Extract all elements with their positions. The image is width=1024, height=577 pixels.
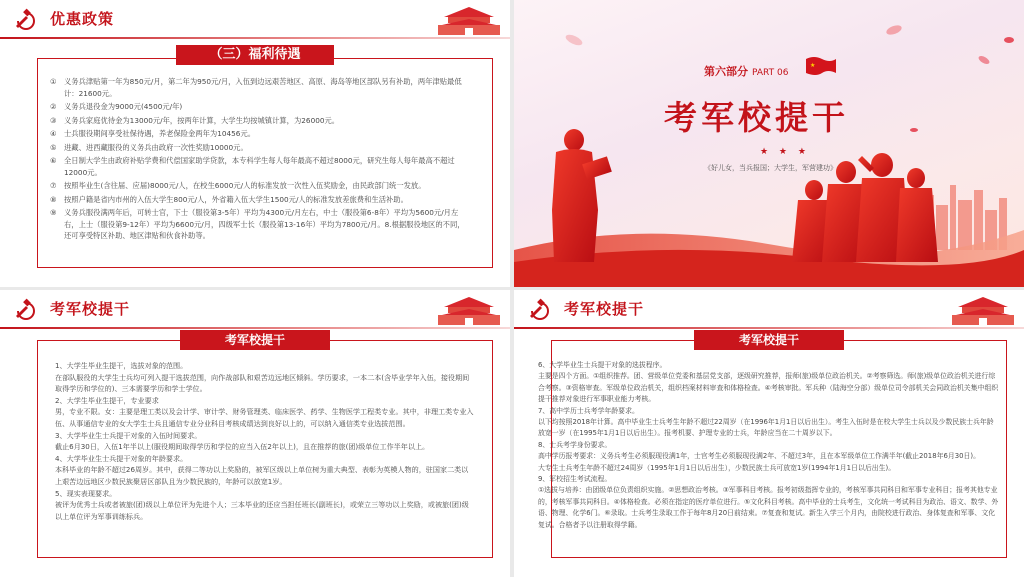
list-item: ④ 士兵服役期间享受社保待遇，养老保险金两年为10456元。 (50, 129, 256, 138)
body-text: 1、大学生毕业生提干，选拔对象的范围。 在部队服役的大学生士兵均可列入提干选拔范围，向作战部队和艰苦边远地区倾斜。学历要求，一本二本(含毕业学年入伍，接役期间取得学历和学位的)、三本需要学历和学士学位。 2、大学生毕业生提干，专业要求 男，专业不限。女：主要是理工类以及会计学、审计学、财务管理类、临床医学、药学、生物医学工程类专业。其中，非理工类专业入伍、从事通信专业的女大学生士兵且通信专业分业科目考核成绩达到良好以上的，可以纳入通信类专业选拔范围。 3、大学毕业生士兵提干对象的入伍时间要求。 截止6月30日，入伍1年半以上(服役期间取得学历和学位的应当入伍2年以上)，且在推荐的旅(团)级单位工作半年以上。 4、大学毕业生士兵提干对象的年龄要求。 本科毕业的年龄不超过26周岁。其中，获得二等功以上奖励的，被军区级以上单位树为重大典型、表彰为英模人物的，驻国家二类以上艰苦边远地区少数民族聚居区部队且为少数民族的，年龄可以放宽1岁。 5、现实表现要求。 被评为优秀士兵或者被旅(团)级以上单位评为先进个人；三本毕业的还应当担任班长(副班长)，或荣立三等功以上奖励，或被旅(团)级以上单位评为军事训练标兵。 (55, 361, 474, 521)
party-emblem-icon (526, 298, 550, 322)
page-title: 考军校提干 (564, 300, 645, 318)
tiananmen-icon (948, 293, 1018, 327)
list-item: ⑦ 按照毕业生(含往届、应届)8000元/人，在校生6000元/人的标准发放一次性入伍奖励金，由民政部门统一发放。 (50, 181, 426, 190)
slide-benefits[interactable] (0, 0, 510, 287)
party-emblem-icon (12, 8, 36, 32)
soldiers-scene-illustration (514, 0, 1024, 287)
slide-header (514, 290, 1024, 326)
list-item: ① 义务兵津贴第一年为850元/月，第二年为950元/月，入伍到边远艰苦地区、高原、海岛等地区部队另有补助，两年津贴最低计：21600元。 (50, 77, 462, 98)
slogan: 《好儿女，当兵报国；大学生，军营建功》 (704, 164, 837, 172)
section-banner: 考军校提干 (694, 330, 844, 350)
benefit-list (50, 76, 470, 244)
list-item: ⑧ 按照户籍是省内市州的入伍大学生800元/人，外省籍入伍大学生1500元/人的标准发放差旅费和生活补助。 (50, 194, 408, 204)
slide-officer-promotion-1[interactable] (0, 290, 510, 577)
section-number: 第六部分 PART 06 (704, 65, 789, 78)
slide-section-cover[interactable] (514, 0, 1024, 287)
slide-officer-promotion-2[interactable] (514, 290, 1024, 577)
section-banner: （三）福利待遇 (176, 45, 334, 65)
tiananmen-icon (434, 3, 504, 37)
list-item: ② 义务兵退役金为9000元(4500元/年) (50, 102, 183, 111)
tiananmen-icon (434, 293, 504, 327)
stars-decoration: ★ ★ ★ (760, 147, 810, 157)
page-title: 考军校提干 (50, 300, 131, 318)
body-text: 6、大学毕业生士兵提干对象的选拔程序。 主要是四个方面。①组织推荐。团、营级单位党委和基层党支部，逐级研究推荐，报师(旅)级单位政治机关。②考察筛选。师(旅)级单位政治机关进行综合考察。③资格审查。军级单位政治机关，组织档案材料审查和体格检查。④考核审批。军兵种（陆海空分部）级单位司令部机关会同政治机关集中组织提干推荐对象进行军事职业能力考核。 7、高中学历士兵考学年龄要求。 以下均按照2018年计算。高中毕业生士兵考生年龄不超过22周岁（在1996年1月1日以后出生）。考生入伍时是在校大学生士兵以及少数民族士兵年龄放宽一岁（在1995年1月1日以后出生）。报考机要、护理专业的士兵，年龄应当在二十周岁以下。 8、士兵考学身份要求。 高中学历报考要求：义务兵考生必须服现役满1年，士官考生必须服现役满2年、不超过3年，且在本军级单位工作满半年(截止2018年6月30日)。 大专生士兵考生年龄不超过24周岁（1995年1月1日以后出生），少数民族士兵可放宽1岁(1994年1月1日以后出生)。 9、军校招生考试流程。 ①选拔与培养：由团级单位负责组织实施。②思想政治考核。③军事科目考核。报考初级指挥专业的，考核军事共同科目和军事专业科目；报考其他专业的，考核军事共同科目。④体格检查。必须在指定的医疗单位进行。⑤文化科目考核。高中毕业的士兵考生，文化统一考试科目为政治、语文、数学、外语、物理、化学6门。⑥录取。士兵考生录取工作于每年8月20日前结束。⑦复查和复试。新生入学三个月内，由院校进行政治、身体复查和军事、文化复试。合格者予以注册取得学籍。 (538, 361, 999, 529)
page-title: 优惠政策 (50, 10, 115, 28)
slide-header (0, 290, 510, 326)
list-item: ⑨ 义务兵服役满两年后，可转士官，下士（服役第3-5年）平均为4300元/月左右，中士（服役第6-8年）平均为5600元/月左右，上士（服役第9-12年）平均为6600元/月，四级军士长（服役第13-16年）平均为7800元/月。8.根据服役地区的不同，还可享受特区补助、地区津贴和伙食补助等。 (50, 208, 465, 240)
header-divider (514, 327, 1024, 329)
list-item: ⑥ 全日制大学生由政府补贴学费和代偿国家助学贷款，本专科学生每人每年最高不超过8000元，研究生每人每年最高不超过12000元。 (50, 156, 455, 177)
flag-icon (804, 55, 838, 77)
list-item: ⑤ 进藏、进西藏服役的义务兵由政府一次性奖励10000元。 (50, 142, 248, 152)
header-divider (0, 37, 510, 39)
svg-text:★: ★ (810, 62, 816, 69)
section-banner: 考军校提干 (180, 330, 330, 350)
list-item: ③ 义务兵家庭优待金为13000元/年，按两年计算，大学生均按城镇计算，为26000元。 (50, 115, 340, 125)
header-divider (0, 327, 510, 329)
party-emblem-icon (12, 298, 36, 322)
section-title: 考军校提干 (664, 98, 849, 137)
slide-header (0, 0, 510, 36)
